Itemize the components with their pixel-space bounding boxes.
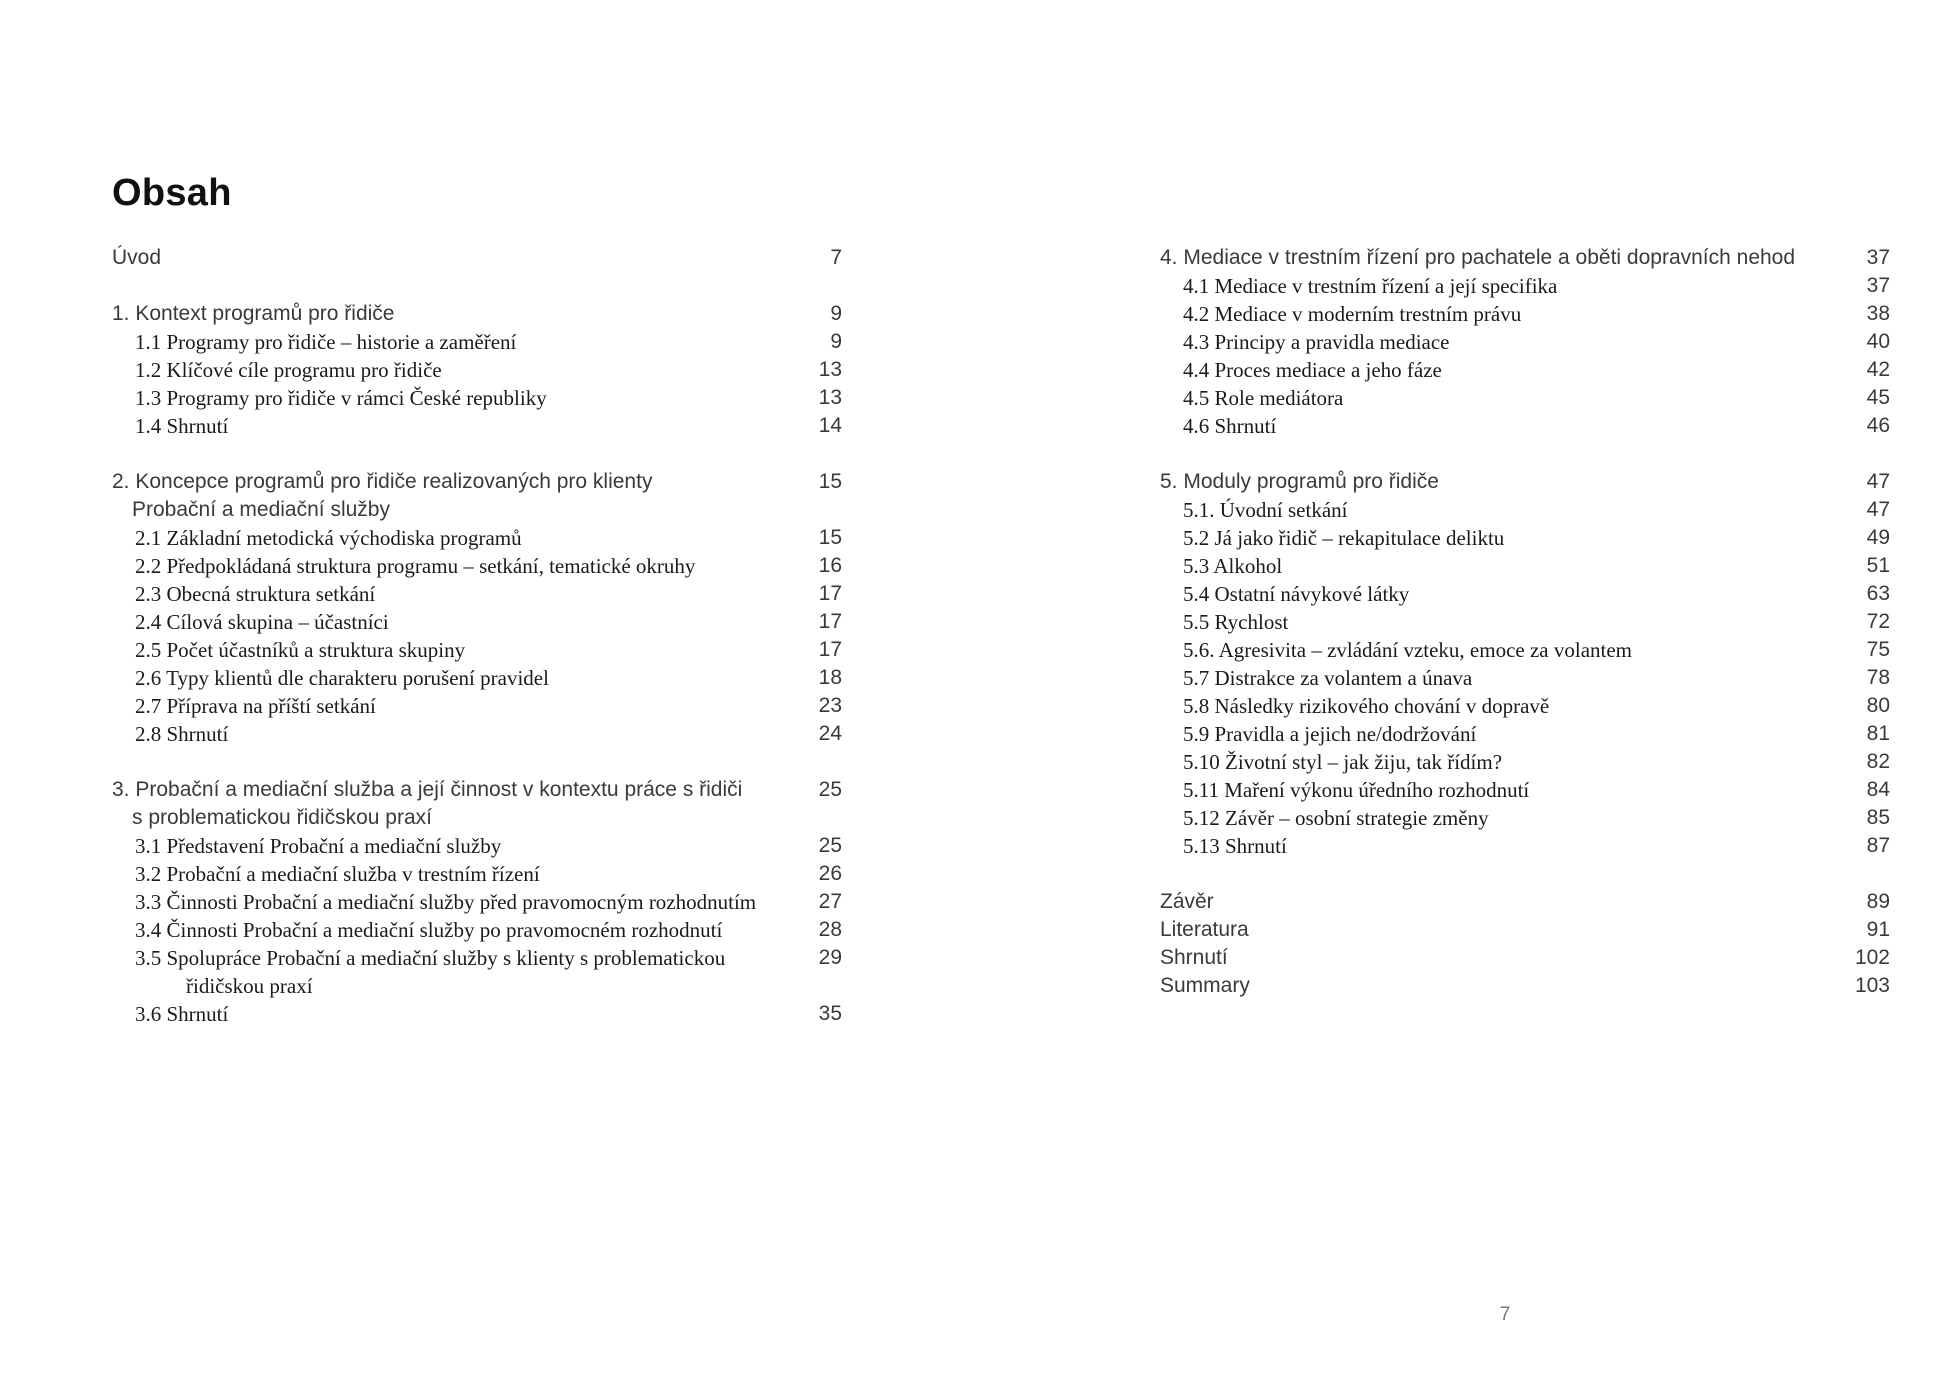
toc-chapter-5[interactable] xyxy=(1160,468,1890,496)
toc-entry-page: 15 xyxy=(818,470,842,493)
toc-entry-page: 23 xyxy=(818,694,842,717)
toc-entry-page: 47 xyxy=(1866,470,1890,493)
toc-entry-title: 5.9 Pravidla a jejich ne/dodržování xyxy=(1183,722,1477,746)
toc-entry-page: 17 xyxy=(818,638,842,661)
toc-entry-page: 82 xyxy=(1866,750,1890,773)
toc-entry-title: 2.3 Obecná struktura setkání xyxy=(135,582,376,606)
toc-entry-page: 37 xyxy=(1866,274,1890,297)
toc-entry-title: 5.11 Maření výkonu úředního rozhodnutí xyxy=(1183,778,1530,802)
toc-entry-title: 2.2 Předpokládaná struktura programu – setkání, tematické okruhy xyxy=(135,554,696,578)
toc-entry-page: 17 xyxy=(818,582,842,605)
toc-entry-page: 102 xyxy=(1854,946,1890,969)
toc-section-5-7[interactable] xyxy=(1160,664,1890,692)
toc-entry-page: 78 xyxy=(1866,666,1890,689)
toc-entry-title: 3.4 Činnosti Probační a mediační služby po pravomocném rozhodnutí xyxy=(135,918,723,942)
toc-section-1-2[interactable] xyxy=(112,356,842,384)
toc-entry-page: 17 xyxy=(818,610,842,633)
toc-entry-page: 42 xyxy=(1866,358,1890,381)
toc-entry-title: 2.5 Počet účastníků a struktura skupiny xyxy=(135,638,466,662)
toc-section-4-1[interactable] xyxy=(1160,272,1890,300)
toc-entry-page: 91 xyxy=(1866,918,1890,941)
toc-entry-title: 2.7 Příprava na příští setkání xyxy=(135,694,376,718)
toc-entry-title: 5.3 Alkohol xyxy=(1183,554,1283,578)
toc-entry-page: 103 xyxy=(1854,974,1890,997)
toc-section-4-2[interactable] xyxy=(1160,300,1890,328)
toc-entry-title: 3.2 Probační a mediační služba v trestním řízení xyxy=(135,862,540,886)
toc-entry-title: Shrnutí xyxy=(1160,946,1228,969)
toc-entry-page: 45 xyxy=(1866,386,1890,409)
toc-section-2-1[interactable] xyxy=(112,524,842,552)
toc-section-1-4[interactable] xyxy=(112,412,842,440)
toc-entry-page: 47 xyxy=(1866,498,1890,521)
toc-entry-page: 38 xyxy=(1866,302,1890,325)
toc-entry-intro[interactable] xyxy=(112,244,842,272)
toc-section-5-2[interactable] xyxy=(1160,524,1890,552)
toc-entry-title: 4.2 Mediace v moderním trestním právu xyxy=(1183,302,1522,326)
toc-section-5-12[interactable] xyxy=(1160,804,1890,832)
toc-entry-title: 4.6 Shrnutí xyxy=(1183,414,1277,438)
toc-entry-title: 2.6 Typy klientů dle charakteru porušení pravidel xyxy=(135,666,549,690)
toc-entry-page: 29 xyxy=(818,946,842,969)
toc-entry-title: Summary xyxy=(1160,974,1250,997)
toc-entry-title: 5.7 Distrakce za volantem a únava xyxy=(1183,666,1473,690)
toc-entry-title: 4.4 Proces mediace a jeho fáze xyxy=(1183,358,1442,382)
toc-entry-title: 5.10 Životní styl – jak žiju, tak řídím? xyxy=(1183,750,1503,774)
toc-section-1-1[interactable] xyxy=(112,328,842,356)
toc-entry-summary[interactable] xyxy=(1160,972,1890,1000)
toc-entry-page: 7 xyxy=(830,246,842,269)
toc-entry-page: 9 xyxy=(830,302,842,325)
toc-entry-title: 2.4 Cílová skupina – účastníci xyxy=(135,610,389,634)
toc-section-4-5[interactable] xyxy=(1160,384,1890,412)
toc-entry-literatura[interactable] xyxy=(1160,916,1890,944)
toc-entry-title: 1. Kontext programů pro řidiče xyxy=(112,302,395,325)
toc-entry-page: 16 xyxy=(818,554,842,577)
toc-entry-page: 49 xyxy=(1866,526,1890,549)
toc-entry-title: Úvod xyxy=(112,246,162,269)
toc-entry-page: 40 xyxy=(1866,330,1890,353)
toc-section-2-2[interactable] xyxy=(112,552,842,580)
toc-section-5-10[interactable] xyxy=(1160,748,1890,776)
toc-entry-shrnuti[interactable] xyxy=(1160,944,1890,972)
toc-section-5-3[interactable] xyxy=(1160,552,1890,580)
toc-entry-page: 13 xyxy=(818,386,842,409)
toc-entry-title: 5.13 Shrnutí xyxy=(1183,834,1287,858)
toc-entry-page: 27 xyxy=(818,890,842,913)
toc-entry-title: 5. Moduly programů pro řidiče xyxy=(1160,470,1439,493)
toc-entry-title: 5.4 Ostatní návykové látky xyxy=(1183,582,1410,606)
toc-section-4-4[interactable] xyxy=(1160,356,1890,384)
toc-entry-title: 5.5 Rychlost xyxy=(1183,610,1289,634)
toc-entry-title: 4.1 Mediace v trestním řízení a její specifika xyxy=(1183,274,1558,298)
toc-entry-title: 3.1 Představení Probační a mediační služby xyxy=(135,834,502,858)
toc-entry-page: 18 xyxy=(818,666,842,689)
toc-chapter-1[interactable] xyxy=(112,300,842,328)
toc-entry-title: 5.8 Následky rizikového chování v dopravě xyxy=(1183,694,1550,718)
toc-entry-page: 35 xyxy=(818,1002,842,1025)
toc-section-5-1[interactable] xyxy=(1160,496,1890,524)
toc-entry-page: 84 xyxy=(1866,778,1890,801)
toc-section-5-6[interactable] xyxy=(1160,636,1890,664)
toc-chapter-3[interactable] xyxy=(112,776,842,832)
toc-entry-title: 5.2 Já jako řidič – rekapitulace deliktu xyxy=(1183,526,1505,550)
toc-entry-page: 9 xyxy=(830,330,842,353)
toc-entry-page: 63 xyxy=(1866,582,1890,605)
toc-section-5-13[interactable] xyxy=(1160,832,1890,860)
toc-section-3-3[interactable] xyxy=(112,888,842,916)
toc-section-1-3[interactable] xyxy=(112,384,842,412)
toc-entry-title: Závěr xyxy=(1160,890,1214,913)
toc-entry-title: 3.3 Činnosti Probační a mediační služby před pravomocným rozhodnutím xyxy=(135,890,757,914)
toc-entry-page: 75 xyxy=(1866,638,1890,661)
toc-entry-title-line1: 3.5 Spolupráce Probační a mediační služby s klienty s problematickou xyxy=(135,946,726,970)
toc-entry-zaver[interactable] xyxy=(1160,888,1890,916)
toc-entry-title-line2: Probační a mediační služby xyxy=(132,498,390,521)
toc-section-5-5[interactable] xyxy=(1160,608,1890,636)
toc-entry-page: 15 xyxy=(818,526,842,549)
toc-entry-page: 25 xyxy=(818,834,842,857)
toc-section-2-7[interactable] xyxy=(112,692,842,720)
toc-entry-page: 26 xyxy=(818,862,842,885)
toc-entry-title: 1.1 Programy pro řidiče – historie a zaměření xyxy=(135,330,517,354)
toc-entry-page: 13 xyxy=(818,358,842,381)
toc-entry-title-line2: řidičskou praxí xyxy=(186,974,313,998)
toc-left-column xyxy=(112,244,842,1028)
toc-section-3-1[interactable] xyxy=(112,832,842,860)
toc-entry-title-line2: s problematickou řidičskou praxí xyxy=(132,806,432,829)
toc-entry-title: 2.8 Shrnutí xyxy=(135,722,229,746)
toc-entry-page: 87 xyxy=(1866,834,1890,857)
toc-entry-title: 1.2 Klíčové cíle programu pro řidiče xyxy=(135,358,442,382)
toc-section-3-6[interactable] xyxy=(112,1000,842,1028)
toc-section-5-4[interactable] xyxy=(1160,580,1890,608)
toc-entry-page: 24 xyxy=(818,722,842,745)
toc-entry-title: 5.12 Závěr – osobní strategie změny xyxy=(1183,806,1489,830)
toc-entry-title: 5.1. Úvodní setkání xyxy=(1183,498,1348,522)
toc-entry-page: 89 xyxy=(1866,890,1890,913)
toc-entry-title: 4.3 Principy a pravidla mediace xyxy=(1183,330,1450,354)
toc-section-5-9[interactable] xyxy=(1160,720,1890,748)
toc-section-2-3[interactable] xyxy=(112,580,842,608)
toc-entry-page: 72 xyxy=(1866,610,1890,633)
toc-chapter-4[interactable] xyxy=(1160,244,1890,272)
toc-entry-page: 37 xyxy=(1866,246,1890,269)
toc-entry-page: 80 xyxy=(1866,694,1890,717)
toc-section-4-3[interactable] xyxy=(1160,328,1890,356)
toc-entry-page: 14 xyxy=(818,414,842,437)
toc-entry-page: 85 xyxy=(1866,806,1890,829)
toc-section-5-11[interactable] xyxy=(1160,776,1890,804)
toc-section-4-6[interactable] xyxy=(1160,412,1890,440)
toc-section-3-4[interactable] xyxy=(112,916,842,944)
toc-section-2-5[interactable] xyxy=(112,636,842,664)
toc-entry-page: 25 xyxy=(818,778,842,801)
toc-entry-page: 46 xyxy=(1866,414,1890,437)
toc-entry-title: 1.3 Programy pro řidiče v rámci České republiky xyxy=(135,386,547,410)
toc-entry-page: 81 xyxy=(1866,722,1890,745)
toc-entry-title: 4.5 Role mediátora xyxy=(1183,386,1344,410)
toc-section-2-4[interactable] xyxy=(112,608,842,636)
page-number: 7 xyxy=(1499,1304,1511,1325)
toc-section-3-2[interactable] xyxy=(112,860,842,888)
toc-entry-title: 3.6 Shrnutí xyxy=(135,1002,229,1026)
toc-entry-title: 5.6. Agresivita – zvládání vzteku, emoce za volantem xyxy=(1183,638,1633,662)
toc-entry-page: 28 xyxy=(818,918,842,941)
toc-entry-title-line1: 3. Probační a mediační služba a její činnost v kontextu práce s řidiči xyxy=(112,778,743,801)
toc-entry-page: 51 xyxy=(1866,554,1890,577)
toc-right-column xyxy=(1160,244,1890,1000)
toc-section-2-8[interactable] xyxy=(112,720,842,748)
toc-entry-title: 2.1 Základní metodická východiska programů xyxy=(135,526,522,550)
toc-section-3-5[interactable] xyxy=(112,944,842,1000)
toc-section-5-8[interactable] xyxy=(1160,692,1890,720)
toc-entry-title-line1: 2. Koncepce programů pro řidiče realizovaných pro klienty xyxy=(112,470,653,493)
page-title: Obsah xyxy=(112,172,232,214)
toc-entry-title: Literatura xyxy=(1160,918,1249,941)
toc-chapter-2[interactable] xyxy=(112,468,842,524)
toc-section-2-6[interactable] xyxy=(112,664,842,692)
toc-entry-title: 1.4 Shrnutí xyxy=(135,414,229,438)
toc-entry-title: 4. Mediace v trestním řízení pro pachatele a oběti dopravních nehod xyxy=(1160,246,1796,269)
